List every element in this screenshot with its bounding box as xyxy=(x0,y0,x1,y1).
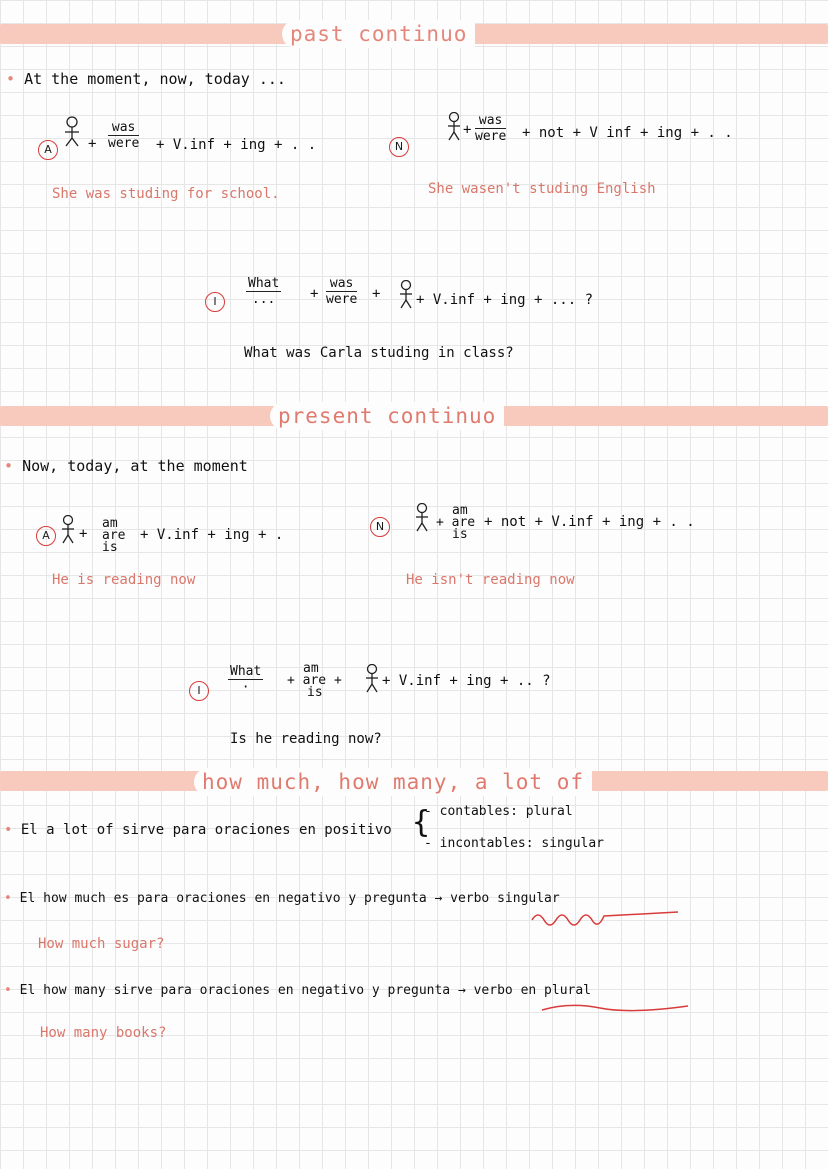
present-aff-verb-stack xyxy=(102,518,125,554)
past-int-were: were xyxy=(326,292,358,307)
person-icon xyxy=(414,503,430,533)
present-aff-is: is xyxy=(102,540,118,555)
present-aff-mark: A xyxy=(36,526,56,546)
person-icon xyxy=(364,664,380,694)
person-icon xyxy=(398,280,414,310)
present-neg-example: He isn't reading now xyxy=(406,572,575,588)
past-neg-was: was xyxy=(475,113,506,129)
present-neg-am: am xyxy=(452,503,468,518)
present-intro: • Now, today, at the moment xyxy=(4,457,248,475)
present-title: present continuo xyxy=(270,402,504,430)
bullet-dot: • xyxy=(6,70,16,88)
present-neg-mark: N xyxy=(370,517,390,537)
plus-sign: + xyxy=(310,286,319,302)
plus-sign: + xyxy=(79,526,88,542)
person-icon xyxy=(446,112,462,142)
how-much-example: How much sugar? xyxy=(38,936,165,952)
underline-squiggle xyxy=(540,1000,690,1014)
present-neg-are: are xyxy=(451,515,476,530)
bullet-dot: • xyxy=(4,457,14,475)
past-aff-were: were xyxy=(108,136,140,151)
underline-squiggle xyxy=(530,906,680,926)
present-aff-rest: + V.inf + ing + . xyxy=(140,527,284,543)
person-icon xyxy=(63,116,81,148)
present-neg-are-row: + are xyxy=(436,515,476,530)
present-int-rest: + V.inf + ing + .. ? xyxy=(382,673,551,689)
present-int-verb-stack xyxy=(287,663,342,699)
past-title: past continuo xyxy=(282,20,475,48)
past-int-mark: I xyxy=(205,292,225,312)
past-int-example: What was Carla studing in class? xyxy=(244,345,514,361)
past-int-dots: ... xyxy=(251,292,276,307)
person-icon xyxy=(60,515,76,545)
past-aff-mark: A xyxy=(38,140,58,160)
plus-sign: + xyxy=(372,286,381,302)
past-neg-were: were xyxy=(475,129,507,144)
present-int-mark: I xyxy=(189,681,209,701)
present-aff-am: am xyxy=(102,516,118,531)
present-int-are-row: + are + xyxy=(287,673,342,688)
present-neg-verb-stack xyxy=(436,505,475,541)
past-int-verb-fraction xyxy=(326,276,357,307)
past-aff-was: was xyxy=(108,120,139,136)
plus-sign: + xyxy=(463,122,472,138)
past-neg-rest: + not + V inf + ing + . . xyxy=(522,125,733,141)
present-int-are: are xyxy=(302,673,327,688)
present-int-example: Is he reading now? xyxy=(230,731,382,747)
lot-countable: - contables: plural xyxy=(424,804,573,819)
past-aff-verb-fraction xyxy=(108,120,139,151)
past-aff-example: She was studing for school. xyxy=(52,186,280,202)
past-intro: • At the moment, now, today ... xyxy=(6,70,286,88)
present-neg-is: is xyxy=(452,527,468,542)
present-int-what-fraction xyxy=(228,664,263,695)
bullet-dot: • xyxy=(4,983,12,998)
bullet-dot: • xyxy=(4,822,13,838)
quant-title: how much, how many, a lot of xyxy=(194,768,592,796)
plus-sign: + xyxy=(88,136,97,152)
past-neg-mark: N xyxy=(389,137,409,157)
how-much-rule: • El how much es para oraciones en negativo y pregunta → verbo singular xyxy=(4,891,560,906)
past-aff-rest: + V.inf + ing + . . xyxy=(156,137,317,153)
lot-of-rule: • El a lot of sirve para oraciones en positivo xyxy=(4,822,392,838)
how-many-example: How many books? xyxy=(40,1025,167,1041)
past-int-rest: + V.inf + ing + ... ? xyxy=(416,292,594,308)
past-neg-verb-fraction xyxy=(475,113,506,144)
present-int-am: am xyxy=(303,661,319,676)
present-int-what: What xyxy=(230,664,262,679)
present-int-is: is xyxy=(307,685,323,700)
past-int-what-fraction xyxy=(246,276,281,307)
present-int-dot: · xyxy=(241,680,250,695)
past-int-what: What xyxy=(248,276,280,291)
past-neg-example: She wasen't studing English xyxy=(428,181,656,197)
how-many-rule: • El how many sirve para oraciones en negativo y pregunta → verbo en plural xyxy=(4,983,592,998)
bullet-dot: • xyxy=(4,891,12,906)
present-aff-are: are xyxy=(102,528,126,543)
lot-uncountable: - incontables: singular xyxy=(424,836,605,851)
present-aff-example: He is reading now xyxy=(52,572,196,588)
lot-brace: { xyxy=(412,805,431,840)
present-neg-rest: + not + V.inf + ing + . . xyxy=(484,514,695,530)
past-int-was: was xyxy=(326,276,357,292)
